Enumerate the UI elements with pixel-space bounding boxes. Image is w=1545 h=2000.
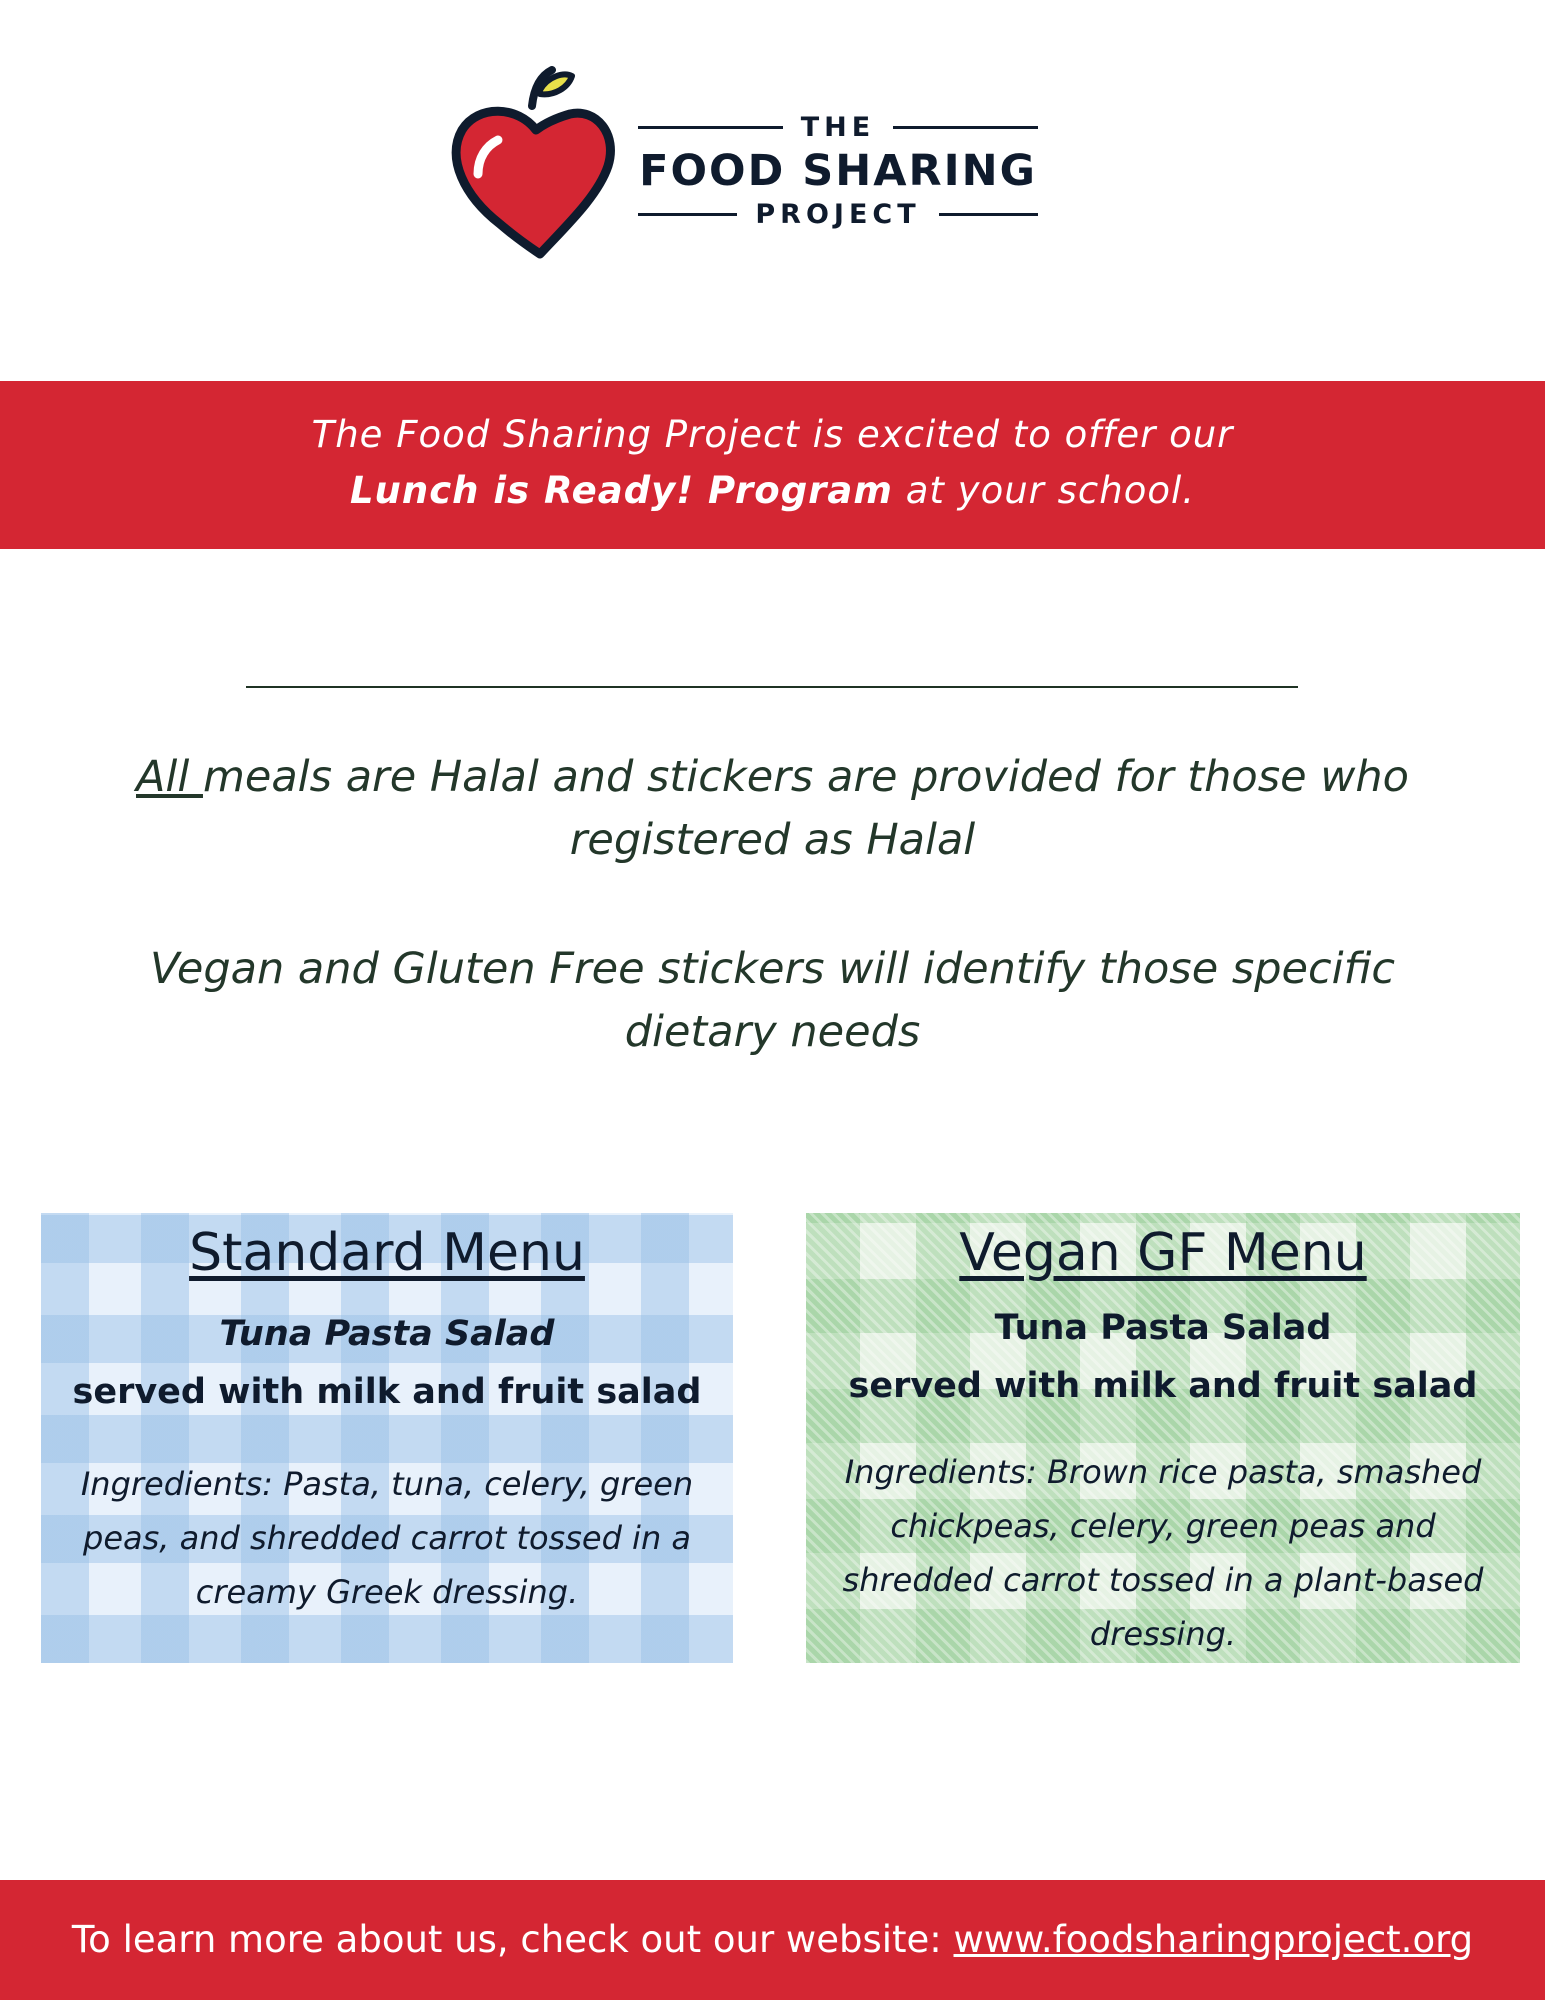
logo-rule (893, 126, 1038, 129)
footer (0, 1880, 1545, 2000)
vegan-notice: Vegan and Gluten Free stickers will identify those specific dietary needs (150, 944, 1395, 1057)
vegan-menu-ingredients: Ingredients: Brown rice pasta, smashed chickpeas, celery, green peas and shredded carrot tossed in a plant-based dressing. (842, 1453, 1484, 1653)
vegan-menu-title: Vegan GF Menu (959, 1223, 1367, 1283)
standard-menu-dish (41, 1305, 733, 1421)
logo (448, 66, 1048, 266)
logo-rule (638, 213, 737, 216)
vegan-menu-dish (806, 1299, 1520, 1415)
dish-served-with: served with milk and fruit salad (72, 1372, 702, 1412)
dish-name: Tuna Pasta Salad (219, 1314, 555, 1354)
standard-menu-ingredients: Ingredients: Pasta, tuna, celery, green peas, and shredded carrot tossed in a creamy Greek dressing. (80, 1465, 694, 1611)
halal-notice (100, 746, 1445, 872)
logo-rule (638, 126, 783, 129)
logo-wordmark (638, 112, 1038, 230)
website-link[interactable]: www.foodsharingproject.org (953, 1918, 1474, 1961)
dish-name: Tuna Pasta Salad (994, 1308, 1332, 1348)
program-name: Lunch is Ready! Program (349, 469, 893, 512)
intro-banner (0, 381, 1545, 549)
banner-line-2-rest: at your school. (892, 469, 1196, 512)
logo-project: PROJECT (755, 199, 921, 230)
apple-heart-icon (448, 66, 624, 262)
vegan-menu-card (806, 1213, 1520, 1663)
standard-menu-title: Standard Menu (189, 1223, 585, 1283)
banner-line-1: The Food Sharing Project is excited to offer our (311, 413, 1234, 456)
logo-rule (939, 213, 1038, 216)
halal-text: meals are Halal and stickers are provided for those who registered as Halal (202, 752, 1409, 865)
dish-served-with: served with milk and fruit salad (848, 1366, 1478, 1406)
footer-text: To learn more about us, check out our website: (71, 1918, 954, 1961)
halal-emphasis: All (136, 752, 203, 802)
banner-line-2 (0, 463, 1545, 519)
divider (246, 686, 1298, 688)
standard-menu-card (41, 1213, 733, 1663)
logo-the: THE (800, 112, 876, 143)
logo-title: FOOD SHARING (639, 146, 1037, 196)
